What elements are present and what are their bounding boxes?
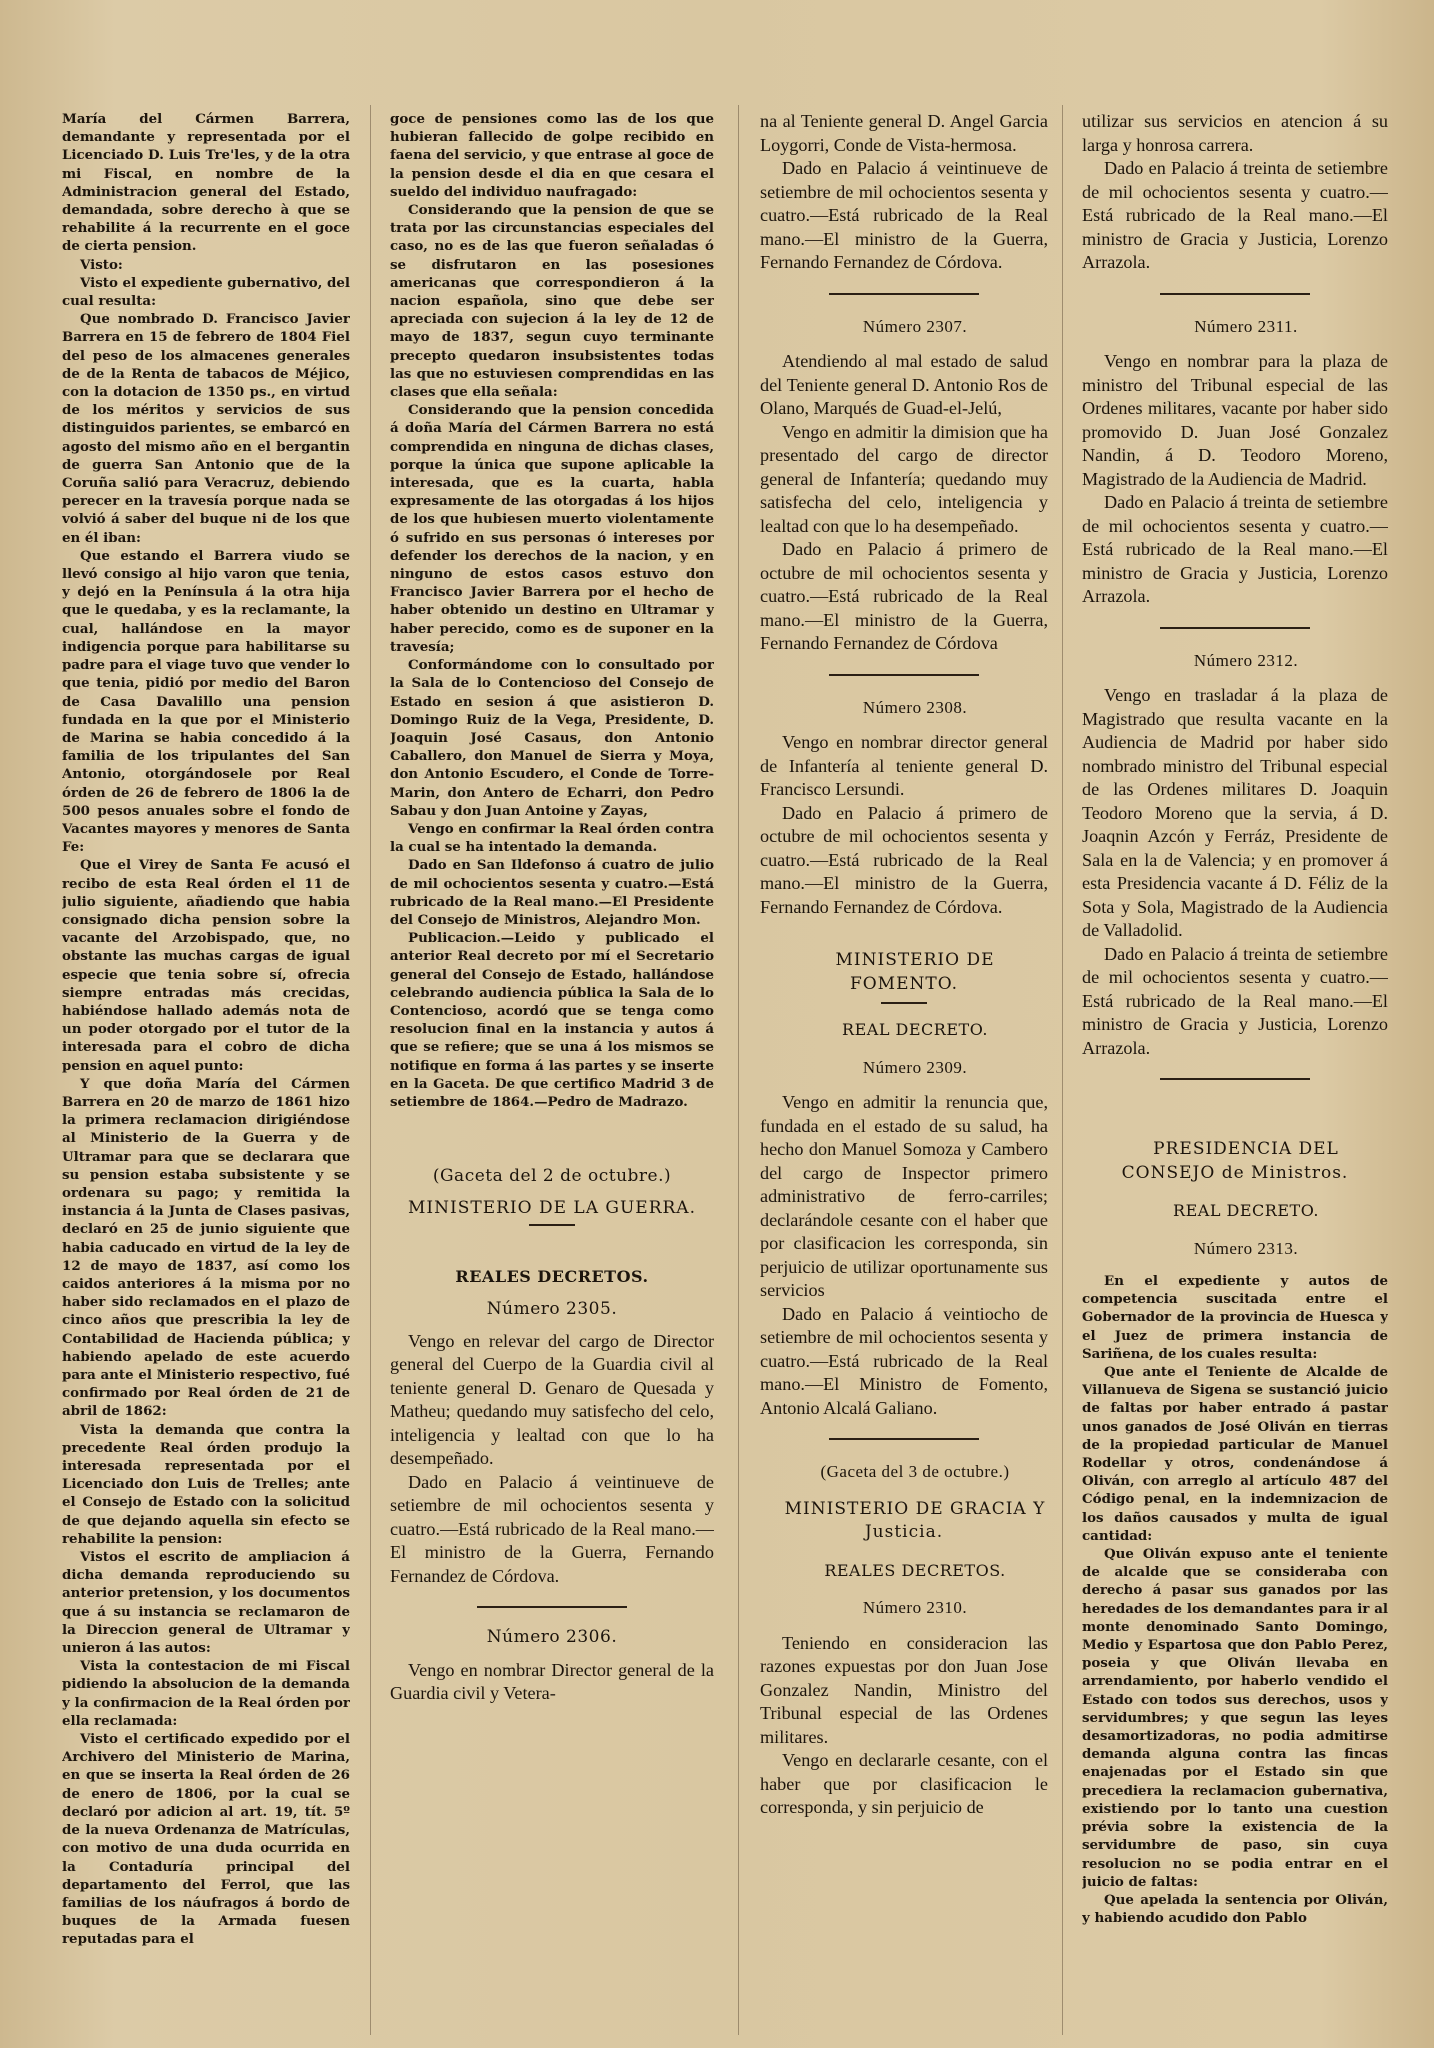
paragraph: Que ante el Teniente de Alcalde de Villanueva de Sigena se sustanció juicio de faltas por haber entrado á pastar unos ganados de José Oliván en tierras de la propiedad particular de Manuel Rodellar y otros, condenándose á Oliván, con arreglo al artículo 487 del Código penal, en la indemnizacion de los daños causados y multa de igual cantidad: [1082, 1364, 1388, 1544]
paragraph: Dado en Palacio á treinta de setiembre de mil ochocientos sesenta y cuatro.—Está rubricado de la Real mano.—El ministro de Gracia y Justicia, Lorenzo Arrazola. [1082, 943, 1388, 1058]
section-heading: MINISTERIO DE FOMENTO. [835, 950, 995, 994]
paragraph: Dado en Palacio á primero de octubre de mil ochocientos sesenta y cuatro.—Está rubricado de la Real mano.—El ministro de la Guerra, Fernando Fernandez de Córdova. [760, 802, 1048, 917]
column-4 [1082, 110, 1388, 2030]
column-rule [1062, 105, 1063, 2035]
column-2 [390, 110, 714, 2030]
paragraph: Que apelada la sentencia por Oliván, y habiendo acudido don Pablo [1082, 1891, 1388, 1927]
section-heading: MINISTERIO DE GRACIA Y Justicia. [784, 1498, 1046, 1542]
decree-number: Número 2309. [862, 1057, 968, 1077]
decree-number: Número 2308. [862, 697, 968, 717]
paragraph: Que nombrado D. Francisco Javier Barrera en 15 de febrero de 1804 Fiel del peso de los almacenes generales de de la Renta de tabacos de Méjico, con la dotacion de 1350 ps., en virtud de los méritos y servicios de sus distinguidos parientes, se embarcó en agosto del mismo año en el bergantin de guerra San Antonio que de la Coruña salió para Veracruz, debiendo perecer en la travesía porque nada se volvió á saber del buque ni de los que en él iban: [62, 311, 350, 546]
separator [1160, 627, 1310, 629]
separator [477, 1606, 627, 1608]
decree-number: Número 2310. [862, 1598, 968, 1617]
paragraph: Vista la contestacion de mi Fiscal pidiendo la absolucion de la demanda y la confirmacion de la Real órden por ella reclamada: [62, 1658, 350, 1729]
separator [1160, 293, 1310, 295]
decree-number: Número 2307. [862, 316, 968, 336]
decree-number: Número 2305. [486, 1298, 618, 1319]
paragraph: Vengo en nombrar Director general de la Guardia civil y Vetera- [390, 1659, 714, 1704]
paragraph: Vistos el escrito de ampliacion á dicha demanda reproduciendo su anterior pretension, y los documentos que á su instancia se reclamaron de la Direccion general de Ultramar y unieron á las autos: [62, 1549, 350, 1657]
paragraph: Vengo en nombrar director general de Infantería al teniente general D. Francisco Lersundi. [760, 732, 1048, 799]
paragraph: Vengo en confirmar la Real órden contra la cual se ha intentado la demanda. [390, 820, 714, 856]
column-rule [370, 105, 371, 2035]
separator [529, 1224, 575, 1226]
decree-heading: REALES DECRETOS. [455, 1266, 649, 1286]
section-heading: PRESIDENCIA DEL CONSEJO de Ministros. [1121, 1139, 1349, 1183]
paragraph: Dado en San Ildefonso á cuatro de julio de mil ochocientos sesenta y cuatro.—Está rubricado de la Real mano.—El Presidente del Consejo de Ministros, Alejandro Mon. [390, 857, 714, 928]
paragraph: Vengo en trasladar á la plaza de Magistrado que resulta vacante en la Audiencia de Madrid por haber sido nombrado ministro del Tribunal especial de las Ordenes militares D. Joaquin Teodoro Moreno que la servia, á D. Joaqnin Azcón y Ferráz, Presidente de Sala en la de Valencia; y en promover á esta Presidencia vacante á D. Féliz de la Sota y Sola, Magistrado de la Audiencia de Valladolid. [1082, 685, 1388, 940]
paragraph: Visto el expediente gubernativo, del cual resulta: [62, 274, 350, 310]
separator [881, 1002, 927, 1004]
separator [829, 674, 979, 676]
separator [829, 293, 979, 295]
paragraph: Dado en Palacio á veintiocho de setiembre de mil ochocientos sesenta y cuatro.—Está rubricado de la Real mano.—El Ministro de Fomento, Antonio Alcalá Galiano. [760, 1303, 1048, 1418]
paragraph: Dado en Palacio á treinta de setiembre de mil ochocientos sesenta y cuatro.—Está rubricado de la Real mano.—El ministro de Gracia y Justicia, Lorenzo Arrazola. [1082, 158, 1388, 272]
paragraph: Que Oliván expuso ante el teniente de alcalde que se consideraba con derecho á pasar sus ganados por las heredades de los demandantes para ir al monte denominado Santo Domingo, Medio y Espartosa que don Pablo Perez, poseia y que Oliván llevaba en arrendamiento, por haberlo vendido el Estado con todos sus derechos, usos y servidumbres; y que segun las leyes desamortizadoras, no podia admitirse demanda alguna contra las fincas enajenadas por el Estado sin que precediera la reclamacion gubernativa, existiendo por lo tanto una cuestion prévia sobre la existencia de la servidumbre de paso, sin cuya resolucion no se podia entrar en el juicio de faltas: [1082, 1546, 1388, 1890]
paragraph: Visto el certificado expedido por el Archivero del Ministerio de Marina, en que se inserta la Real órden de 26 de enero de 1806, por la cual se declaró por adicion al art. 19, tít. 5º de la nueva Ordenanza de Matrículas, con motivo de una duda ocurrida en la Contaduría principal del departamento del Ferrol, que las familias de los náufragos á bordo de buques de la Armada fuesen reputadas para el [62, 1731, 350, 1948]
gazette-date: (Gaceta del 3 de octubre.) [820, 1462, 1010, 1481]
paragraph: na al Teniente general D. Angel Garcia Loygorri, Conde de Vista-hermosa. [760, 111, 1048, 155]
paragraph: Considerando que la pension concedida á doña María del Cármen Barrera no está comprendida en ninguna de dichas clases, porque la única que supone aplicable la interesada, que es la cuarta, habla expresamente de las otorgadas á los hijos de los que hubiesen muerto violentamente ó sufrido en sus personas ó intereses por defender los derechos de la nacion, y en ninguno de estos casos estuvo don Francisco Javier Barrera por el hecho de haber obtenido un destino en Ultramar y haber perecido, como es de suponer en la travesía; [390, 402, 714, 655]
paragraph: Atendiendo al mal estado de salud del Teniente general D. Antonio Ros de Olano, Marqués de Guad-el-Jelú, [760, 351, 1048, 418]
column-3 [760, 110, 1048, 2030]
paragraph: Vengo en admitir la dimision que ha presentado del cargo de director general de Infantería; quedando muy satisfecha del celo, inteligencia y lealtad con que lo ha desempeñado. [760, 421, 1048, 536]
paragraph: Teniendo en consideracion las razones expuestas por don Juan Jose Gonzalez Nandin, Ministro del Tribunal especial de las Ordenes militares. [760, 1632, 1048, 1747]
paragraph: Vista la demanda que contra la precedente Real órden produjo la interesada representada por el Licenciado don Luis de Trelles; ante el Consejo de Estado con la solicitud de que dejando aquella sin efecto se rehabilite la pension: [62, 1421, 350, 1547]
paragraph: Vengo en declararle cesante, con el haber que por clasificacion le corresponda, y sin perjuicio de [760, 1750, 1048, 1817]
column-rule [738, 105, 739, 2035]
paragraph: Dado en Palacio á treinta de setiembre de mil ochocientos sesenta y cuatro.—Está rubricado de la Real mano.—El ministro de Gracia y Justicia, Lorenzo Arrazola. [1082, 492, 1388, 606]
decree-number: Número 2306. [486, 1627, 618, 1648]
paragraph: Que estando el Barrera viudo se llevó consigo al hijo varon que tenia, y dejó en la Península á la otra hija que le quedaba, y es la reclamante, la cual, hallándose en la mayor indigencia porque para habilitarse su padre para el viage tuvo que vender lo que tenia, pidió por medio del Baron de Casa Davalillo una pension fundada en la que por el Ministerio de Marina se habia concedido á la familia de los tripulantes del San Antonio, otorgándosele por Real órden de 26 de febrero de 1806 la de 500 pesos anuales sobre el fondo de Vacantes mayores y menores de Santa Fe: [62, 547, 350, 856]
paragraph: Vengo en nombrar para la plaza de ministro del Tribunal especial de las Ordenes militares, vacante por haber sido promovido D. Juan José Gonzalez Nandin, á D. Teodoro Moreno, Magistrado de la Audiencia de Madrid. [1082, 351, 1388, 489]
paragraph: Y que doña María del Cármen Barrera en 20 de marzo de 1861 hizo la primera reclamacion dirigiéndose al Ministerio de la Guerra y de Ultramar para que se declarara que su pension estaba subsistente y se ordenara su pago; y remitida la instancia á la Junta de Clases pasivas, declaró en 25 de junio siguiente que habia caducado en virtud de la ley de 12 de mayo de 1837, así como los caidos anteriores á la misma por no haber sido reclamados en el plazo de cinco años que prescribia la ley de Contabilidad de Hacienda pública; y habiendo apelado de este acuerdo para ante el Ministerio respectivo, fué confirmado por Real órden de 21 de abril de 1862: [62, 1075, 350, 1420]
paragraph: Dado en Palacio á veintinueve de setiembre de mil ochocientos sesenta y cuatro.—Está rubricado de la Real mano.—El ministro de la Guerra, Fernando Fernandez de Córdova. [390, 1471, 714, 1586]
paragraph: goce de pensiones como las de los que hubieran fallecido de golpe recibido en faena del servicio, y que entrase al goce de la pension desde el dia en que cesara el sueldo del individuo naufragado: [390, 111, 714, 200]
paragraph: Vengo en admitir la renuncia que, fundada en el estado de su salud, ha hecho don Manuel Somoza y Cambero del cargo de Inspector primero administrativo de ferro-carriles; declarándole cesante con el haber que por clasificacion les corresponda, sin perjuicio de utilizar oportunamente sus servicios [760, 1092, 1048, 1300]
column-1 [62, 110, 350, 2030]
paragraph: utilizar sus servicios en atencion á su larga y honrosa carrera. [1082, 111, 1388, 155]
decree-number: Número 2311. [1194, 316, 1298, 336]
separator [829, 1438, 979, 1440]
section-heading: MINISTERIO DE LA GUERRA. [408, 1198, 696, 1219]
paragraph: María del Cármen Barrera, demandante y representada por el Licenciado D. Luis Tre'les, y de la otra mi Fiscal, en nombre de la Administracion general del Estado, demandada, sobre derecho à que se rehabilite á la recurrente en el goce de cierta pension. [62, 111, 350, 255]
paragraph: Visto: [80, 256, 123, 273]
paragraph: Publicacion.—Leido y publicado el anterior Real decreto por mí el Secretario general del Consejo de Estado, hallándose celebrando audiencia pública la Sala de lo Contencioso, acordó que se tenga como resolucion final en la instancia y autos á que se refiere; que se una á los mismos se notifique en forma á las partes y se inserte en la Gaceta. De que certifico Madrid 3 de setiembre de 1864.—Pedro de Madrazo. [390, 930, 714, 1110]
paragraph: En el expediente y autos de competencia suscitada entre el Gobernador de la provincia de Huesca y el Juez de primera instancia de Sariñena, de los cuales resulta: [1082, 1273, 1388, 1362]
paragraph: Conformándome con lo consultado por la Sala de lo Contencioso del Consejo de Estado en sesion á que asistieron D. Domingo Ruiz de la Vega, Presidente, D. Joaquin José Casaus, don Antonio Caballero, don Manuel de Sierra y Moya, don Antonio Escudero, el Conde de Torre-Marin, don Antero de Echarri, don Pedro Sabau y don Juan Antoine y Zayas, [390, 657, 714, 819]
paragraph: Dado en Palacio á primero de octubre de mil ochocientos sesenta y cuatro.—Está rubricado de la Real mano.—El ministro de la Guerra, Fernando Fernandez de Córdova [760, 539, 1048, 653]
paragraph: Considerando que la pension de que se trata por las circunstancias especiales del caso, no es de las que fueron señaladas ó se disfrutaron en las posesiones americanas que correspondieron á la nacion española, sino que debe ser apreciada con sujecion á la ley de 12 de mayo de 1837, segun cuyo terminante precepto quedaron insubsistentes todas las que no estuviesen comprendidas en las clases que ella señala: [390, 202, 714, 401]
paragraph: Dado en Palacio á veintinueve de setiembre de mil ochocientos sesenta y cuatro.—Está rubricado de la Real mano.—El ministro de la Guerra, Fernando Fernandez de Córdova. [760, 158, 1048, 272]
decree-heading: REALES DECRETOS. [824, 1560, 1006, 1580]
decree-number: Número 2312. [1193, 650, 1299, 670]
decree-heading: REAL DECRETO. [1173, 1201, 1319, 1220]
paragraph: Que el Virey de Santa Fe acusó el recibo de esta Real órden el 11 de julio siguiente, añadiendo que habia consignado dicha pension sobre la vacante del Arzobispado, que, no obstante las muchas cargas de igual especie que tenia sobre sí, ofrecia siempre entradas más crecidas, habiéndose hallado además nota de un poder otorgado por el tutor de la interesada para el cobro de dicha pension en aquel punto: [62, 857, 350, 1074]
paragraph: Vengo en relevar del cargo de Director general del Cuerpo de la Guardia civil al teniente general D. Genaro de Quesada y Matheu; quedando muy satisfecho del celo, inteligencia y lealtad con que lo ha desempeñado. [390, 1330, 714, 1469]
separator [1160, 1078, 1310, 1080]
gazette-date: (Gaceta del 2 de octubre.) [432, 1166, 672, 1187]
decree-heading: REAL DECRETO. [842, 1020, 988, 1039]
decree-number: Número 2313. [1193, 1238, 1299, 1258]
